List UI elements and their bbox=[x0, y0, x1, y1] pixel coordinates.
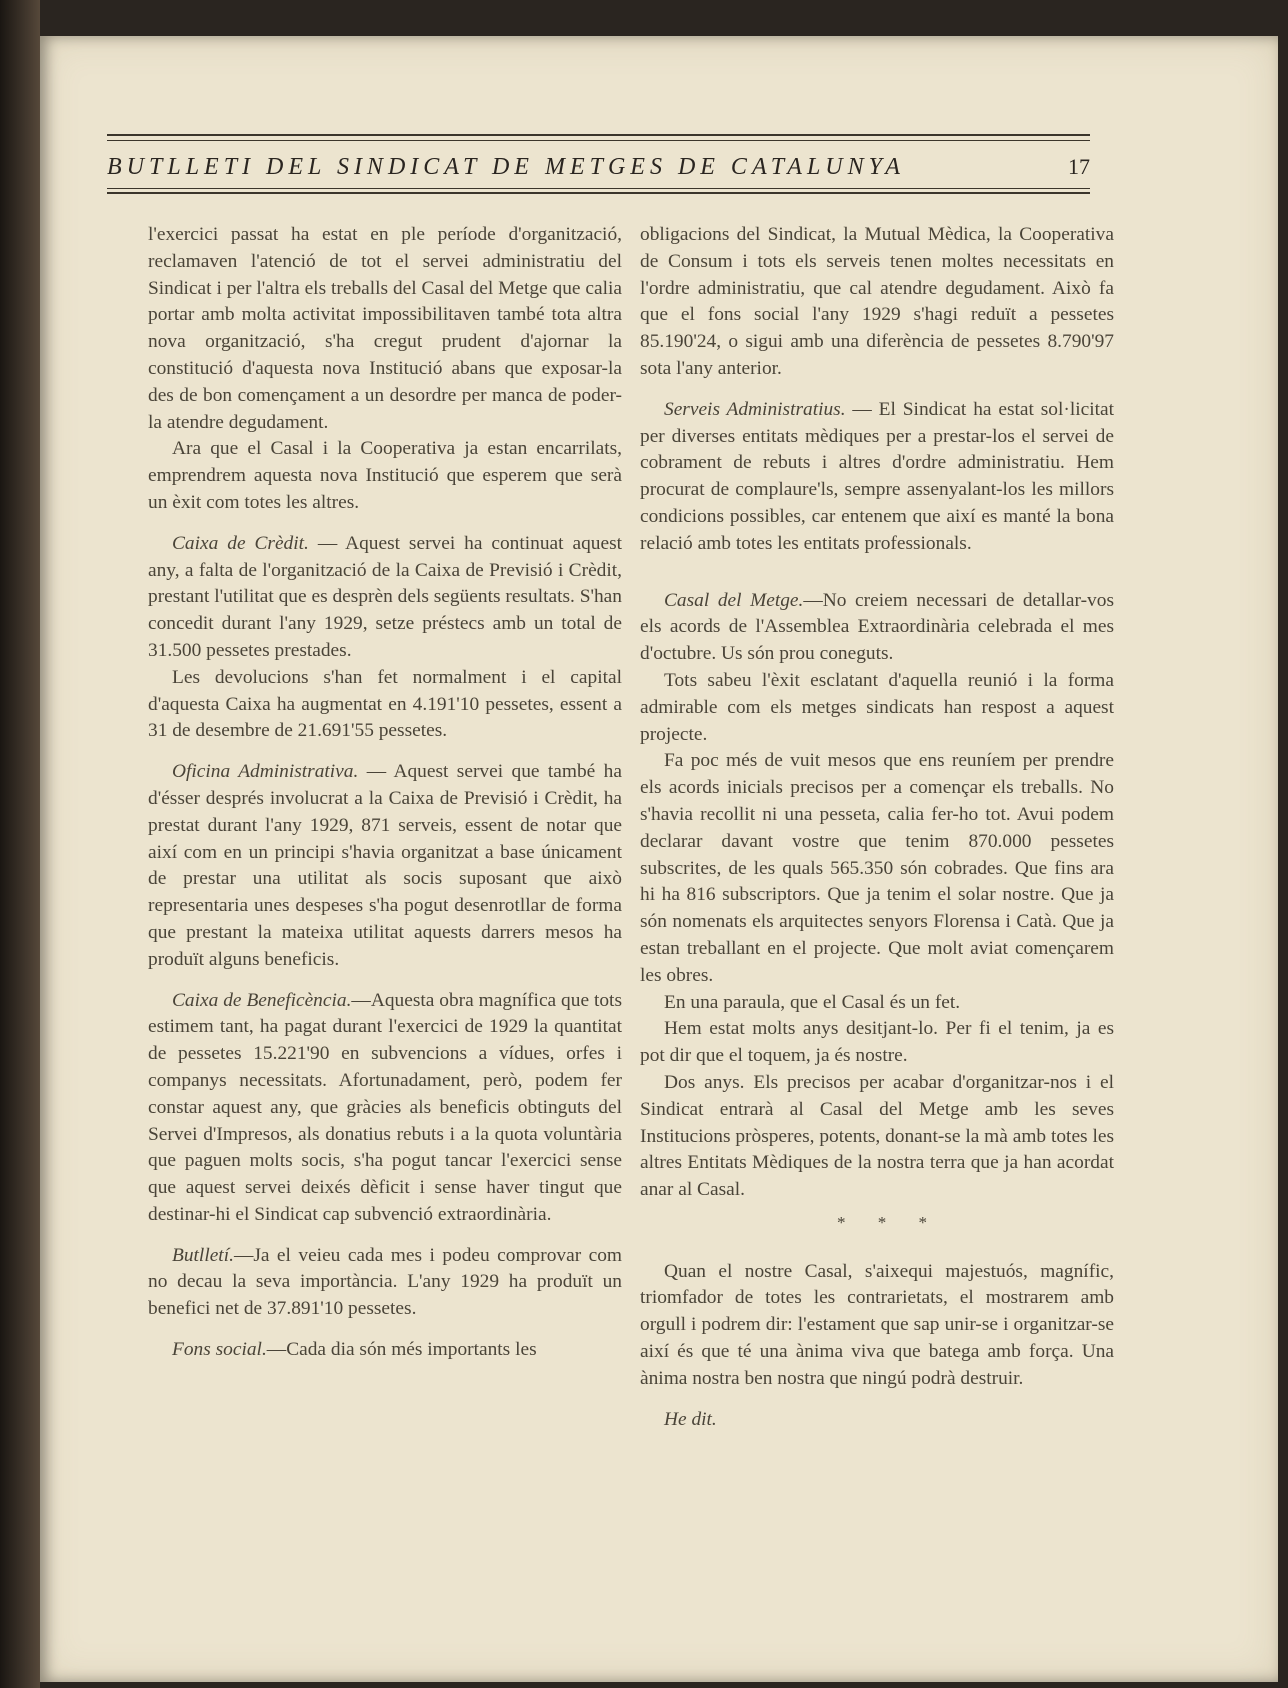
section-heading: Fons social. bbox=[172, 1339, 267, 1361]
section-oficina-administrativa bbox=[148, 759, 622, 973]
page-header bbox=[107, 104, 1090, 194]
running-title: BUTLLETI DEL SINDICAT DE METGES DE CATALUNYA bbox=[107, 153, 905, 180]
section-text: —No creiem necessari de detallar-vos els acords de l'Assemblea Extraordinària celebrada el mes d'octubre. Us són prou coneguts. bbox=[640, 589, 1114, 665]
section-heading: Caixa de Beneficència. bbox=[172, 989, 352, 1011]
section-butlleti bbox=[148, 1243, 622, 1323]
section-text: —Ja el veieu cada mes i podeu comprovar com no decau la seva importància. L'any 1929 ha produït un benefici net de 37.891'10 pessetes. bbox=[148, 1244, 622, 1320]
section-separator-stars: * * * bbox=[837, 1212, 941, 1232]
book-binding-edge bbox=[0, 0, 40, 1688]
right-column bbox=[640, 222, 1114, 1433]
signoff bbox=[640, 1407, 1114, 1434]
section-heading: Butlletí. bbox=[172, 1244, 234, 1266]
page-number: 17 bbox=[1068, 154, 1090, 179]
section-heading: Serveis Administratius. bbox=[664, 398, 846, 420]
paragraph-devolucions: Les devolucions s'han fet normalment i el capital d'aquesta Caixa ha augmentat en 4.191'10 pessetes, essent a 31 de desembre de 21.691'55 pessetes. bbox=[148, 666, 622, 742]
section-text: —Aquesta obra magnífica que tots estimem tant, ha pagat durant l'exercici de 1929 la quantitat de pessetes 15.221'90 en subvencions a vídues, orfes i companys necessitats. Afortunadament, però, podem fer constar aquest any, que gràcies als beneficis obtinguts del Servei d'Impresos, als donatius rebuts i a la quota voluntària que paguen molts socis, s'ha pogut tancar l'exercici sense que aquest servei deixés dèficit i sense haver tingut que destinar-hi el Sindicat cap subvenció extraordinària. bbox=[148, 989, 622, 1225]
section-text: —Cada dia són més importants les bbox=[266, 1339, 537, 1361]
paragraph-desitjant: Hem estat molts anys desitjant-lo. Per fi el tenim, ja es pot dir que el toquem, ja és nostre. bbox=[640, 1018, 1114, 1067]
section-casal-metge bbox=[640, 588, 1114, 668]
section-text: — El Sindicat ha estat sol·licitat per diverses entitats mèdiques per a prestar-los el servei de cobrament de rebuts i altres d'ordre administratiu. Hem procurat de complaure'ls, sempre assenyalant-los les millors condicions possibles, car entenem que així es manté la bona relació amb totes les entitats professionals. bbox=[640, 398, 1114, 554]
running-title-row bbox=[107, 150, 1090, 184]
section-text: — Aquest servei ha continuat aquest any, a falta de l'organització de la Caixa de Previsió i Crèdit, prestant l'utilitat que es desprèn dels següents resultats. S'han concedit durant l'any 1929, setze préstecs amb un total de 31.500 pessetes prestades. bbox=[148, 532, 623, 661]
paragraph-continuation: l'exercici passat ha estat en ple període d'organització, reclamaven l'atenció de tot el servei administratiu del Sindicat i per l'altra els treballs del Casal del Metge que calia portar amb molta activitat impossibilitaven també tota altra nova organització, s'ha cregut prudent d'ajornar la constitució d'aquesta nova Institució abans que exposar-la des de bon començament a un desordre per manca de poder-la atendre degudament. bbox=[148, 224, 622, 433]
header-top-rule-thin bbox=[107, 140, 1090, 141]
section-caixa-credit bbox=[148, 531, 622, 665]
header-top-rule bbox=[107, 134, 1090, 136]
paragraph-casal-cooperativa: Ara que el Casal i la Cooperativa ja estan encarrilats, emprendrem aquesta nova Institució que esperem que serà un èxit com totes les altres. bbox=[148, 438, 622, 513]
header-bottom-rule bbox=[107, 192, 1090, 194]
section-heading: Oficina Administrativa. bbox=[172, 761, 359, 783]
header-bottom-rule-thin bbox=[107, 188, 1090, 189]
paragraph-vuit-mesos: Fa poc més de vuit mesos que ens reuníem per prendre els acords inicials precisos per a començar els treballs. No s'havia recollit ni una pesseta, calia fer-ho tot. Avui podem declarar davant vostre que tenim 870.000 pessetes subscrites, de les quals 565.350 són cobrades. Que fins ara hi ha 816 subscriptors. Que ja tenim el solar nostre. Que ja són nomenats els arquitectes senyors Florensa i Catà. Que ja estan treballant en el projecte. Que molt aviat començarem les obres. bbox=[640, 750, 1114, 986]
paragraph-exit: Tots sabeu l'èxit esclatant d'aquella reunió i la forma admirable com els metges sindicats han respost a aquest projecte. bbox=[640, 669, 1114, 745]
paragraph-dos-anys: Dos anys. Els precisos per acabar d'organitzar-nos i el Sindicat entrarà al Casal del Metge amb les seves Institucions pròsperes, potents, donant-se la mà amb totes les altres Entitats Mèdiques de la nostra terra que ja han acordat anar al Casal. bbox=[640, 1071, 1114, 1201]
left-column bbox=[148, 222, 622, 1364]
section-heading: Casal del Metge. bbox=[664, 589, 804, 611]
section-heading: Caixa de Crèdit. bbox=[172, 532, 309, 554]
paragraph-obligacions: obligacions del Sindicat, la Mutual Mèdica, la Cooperativa de Consum i tots els serveis tenen moltes necessitats en l'ordre administratiu, que cal atendre degudament. Això fa que el fons social l'any 1929 s'hagi reduït a pessetes 85.190'24, o sigui amb una diferència de pessetes 8.790'97 sota l'any anterior. bbox=[640, 224, 1114, 379]
section-caixa-beneficencia bbox=[148, 988, 622, 1229]
section-text: — Aquest servei que també ha d'ésser després involucrat a la Caixa de Previsió i Crèdit, ha prestat durant l'any 1929, 871 serveis, essent de notar que així com en un principi s'havia organitzat a base únicament de prestar una utilitat als socis suposant que això representaria unes despeses s'ha pogut desenrotllar de forma que prestant la mateixa utilitat aquests darrers mesos ha produït alguns beneficis. bbox=[148, 761, 622, 970]
paragraph-un-fet: En una paraula, que el Casal és un fet. bbox=[664, 991, 961, 1013]
section-serveis-administratius bbox=[640, 397, 1114, 558]
section-fons-social bbox=[148, 1337, 622, 1364]
paragraph-closing: Quan el nostre Casal, s'aixequi majestuós, magnífic, triomfador de totes les contrarietats, el mostrarem amb orgull i podrem dir: l'estament que sap unir-se i organitzar-se així és que té una ànima viva que batega amb força. Una ànima nostra ben nostra que ningú podrà destruir. bbox=[640, 1260, 1114, 1389]
signoff-text: He dit. bbox=[664, 1408, 717, 1430]
